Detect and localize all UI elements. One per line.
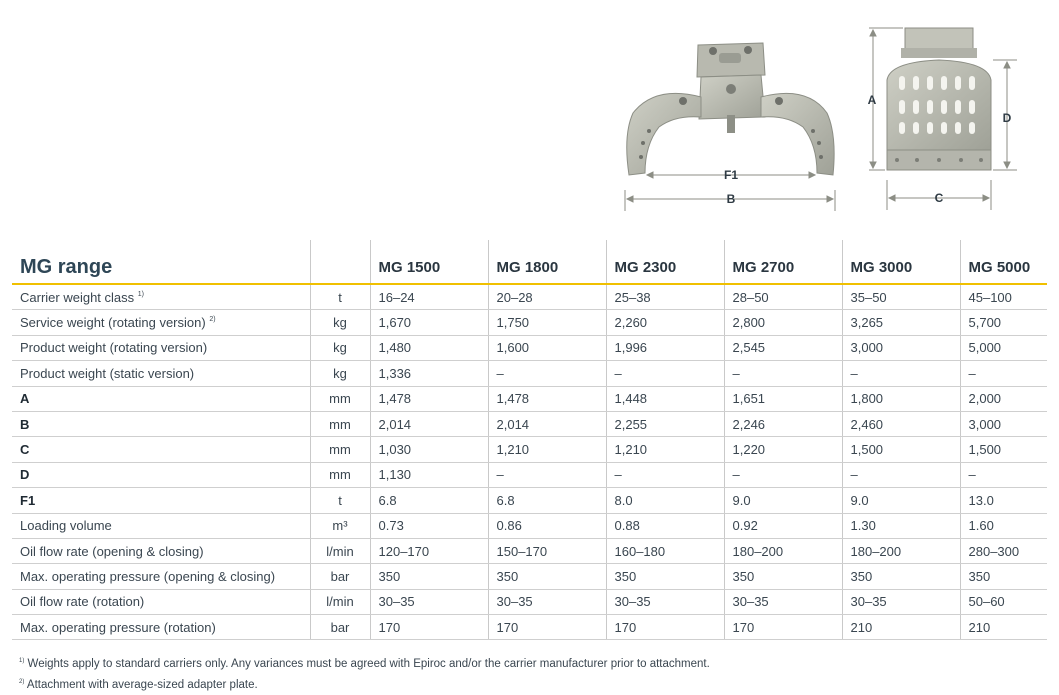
row-unit: mm [310, 437, 370, 462]
table-cell: – [488, 462, 606, 487]
table-cell: 8.0 [606, 488, 724, 513]
row-unit: t [310, 284, 370, 310]
table-row [12, 564, 1047, 589]
table-cell: 350 [488, 564, 606, 589]
table-cell: 180–200 [842, 538, 960, 563]
table-cell: 0.88 [606, 513, 724, 538]
table-header-row [12, 240, 1047, 284]
table-cell: 350 [606, 564, 724, 589]
table-cell: 350 [724, 564, 842, 589]
table-cell: 3,000 [842, 335, 960, 360]
table-cell: 170 [488, 615, 606, 640]
table-cell: 6.8 [370, 488, 488, 513]
row-unit: bar [310, 564, 370, 589]
model-header: MG 2700 [724, 240, 842, 284]
mg-range-spec-table [12, 240, 1047, 640]
table-cell: 28–50 [724, 284, 842, 310]
table-title: MG range [12, 240, 310, 284]
model-header: MG 5000 [960, 240, 1047, 284]
table-cell: 170 [724, 615, 842, 640]
table-cell: 0.92 [724, 513, 842, 538]
table-cell: 1.30 [842, 513, 960, 538]
table-cell: 1,030 [370, 437, 488, 462]
row-unit: kg [310, 310, 370, 335]
table-row [12, 513, 1047, 538]
table-cell: 1,500 [960, 437, 1047, 462]
table-cell: 35–50 [842, 284, 960, 310]
row-label: Service weight (rotating version) $^{2)}$ [12, 310, 310, 335]
table-cell: 180–200 [724, 538, 842, 563]
model-header: MG 1800 [488, 240, 606, 284]
table-cell: 1,448 [606, 386, 724, 411]
label-d: D [1002, 111, 1012, 125]
unit-header [310, 240, 370, 284]
table-cell: 350 [842, 564, 960, 589]
table-cell: 120–170 [370, 538, 488, 563]
label-b: B [726, 192, 736, 206]
row-label: Product weight (static version) [12, 361, 310, 386]
row-label: Product weight (rotating version) [12, 335, 310, 360]
row-unit: l/min [310, 589, 370, 614]
table-cell: 1,800 [842, 386, 960, 411]
table-cell: 30–35 [724, 589, 842, 614]
footnote-2: $^{2)}$ Attachment with average-sized adapter plate. [19, 679, 258, 691]
table-cell: 30–35 [842, 589, 960, 614]
row-unit: l/min [310, 538, 370, 563]
table-cell: 50–60 [960, 589, 1047, 614]
table-cell: 30–35 [606, 589, 724, 614]
table-cell: – [606, 361, 724, 386]
table-cell: 1,600 [488, 335, 606, 360]
row-unit: mm [310, 386, 370, 411]
row-unit: kg [310, 361, 370, 386]
row-label: C [12, 437, 310, 462]
table-row [12, 437, 1047, 462]
table-cell: 1,130 [370, 462, 488, 487]
table-cell: 280–300 [960, 538, 1047, 563]
row-label: B [12, 411, 310, 436]
grab-side-shape [887, 28, 991, 170]
table-cell: 160–180 [606, 538, 724, 563]
table-cell: 1,750 [488, 310, 606, 335]
row-unit: mm [310, 462, 370, 487]
table-cell: 1,210 [488, 437, 606, 462]
table-cell: 350 [960, 564, 1047, 589]
label-f1: F1 [723, 168, 739, 182]
table-cell: 30–35 [488, 589, 606, 614]
label-c: C [934, 191, 944, 205]
table-cell: 5,700 [960, 310, 1047, 335]
table-cell: 1,336 [370, 361, 488, 386]
row-label: Loading volume [12, 513, 310, 538]
table-cell: 45–100 [960, 284, 1047, 310]
grab-open-diagram [615, 35, 845, 215]
table-cell: 1,478 [488, 386, 606, 411]
table-cell: 2,014 [370, 411, 488, 436]
table-cell: 1,210 [606, 437, 724, 462]
table-cell: 2,000 [960, 386, 1047, 411]
row-unit: mm [310, 411, 370, 436]
table-row [12, 462, 1047, 487]
grab-side-diagram [855, 20, 1030, 215]
table-cell: 1,670 [370, 310, 488, 335]
table-cell: – [606, 462, 724, 487]
table-cell: 2,255 [606, 411, 724, 436]
table-row [12, 488, 1047, 513]
table-cell: 1,651 [724, 386, 842, 411]
table-cell: 30–35 [370, 589, 488, 614]
table-cell: 3,265 [842, 310, 960, 335]
row-unit: bar [310, 615, 370, 640]
label-a: A [867, 93, 877, 107]
table-cell: – [724, 361, 842, 386]
table-cell: 0.86 [488, 513, 606, 538]
table-cell: – [842, 462, 960, 487]
table-cell: 16–24 [370, 284, 488, 310]
footnote-ref: 2) [209, 316, 216, 324]
table-cell: 3,000 [960, 411, 1047, 436]
table-cell: – [488, 361, 606, 386]
table-cell: 1,996 [606, 335, 724, 360]
table-cell: 13.0 [960, 488, 1047, 513]
row-unit: t [310, 488, 370, 513]
row-label: Max. operating pressure (rotation) [12, 615, 310, 640]
table-cell: 5,000 [960, 335, 1047, 360]
table-cell: 1.60 [960, 513, 1047, 538]
table-row [12, 284, 1047, 310]
table-cell: 1,480 [370, 335, 488, 360]
row-label: Oil flow rate (opening & closing) [12, 538, 310, 563]
table-cell: 210 [960, 615, 1047, 640]
row-label: Max. operating pressure (opening & closing) [12, 564, 310, 589]
model-header: MG 3000 [842, 240, 960, 284]
table-cell: 9.0 [724, 488, 842, 513]
table-cell: – [960, 361, 1047, 386]
row-unit: m³ [310, 513, 370, 538]
row-label: A [12, 386, 310, 411]
row-label: F1 [12, 488, 310, 513]
table-cell: 1,478 [370, 386, 488, 411]
table-row [12, 538, 1047, 563]
table-cell: 0.73 [370, 513, 488, 538]
table-cell: 210 [842, 615, 960, 640]
footnotes [19, 652, 710, 694]
table-cell: 9.0 [842, 488, 960, 513]
table-cell: 2,260 [606, 310, 724, 335]
row-label: D [12, 462, 310, 487]
table-cell: 170 [370, 615, 488, 640]
table-cell: 1,220 [724, 437, 842, 462]
footnote-ref: 1) [137, 290, 145, 298]
table-row [12, 335, 1047, 360]
row-label: Oil flow rate (rotation) [12, 589, 310, 614]
table-cell: 20–28 [488, 284, 606, 310]
model-header: MG 1500 [370, 240, 488, 284]
table-cell: 2,460 [842, 411, 960, 436]
table-cell: – [960, 462, 1047, 487]
table-cell: 2,800 [724, 310, 842, 335]
table-cell: 2,246 [724, 411, 842, 436]
table-row [12, 589, 1047, 614]
model-header: MG 2300 [606, 240, 724, 284]
table-cell: 6.8 [488, 488, 606, 513]
footnote-1: $^{1)}$ Weights apply to standard carriers only. Any variances must be agreed with Epiroc and/or the carrier manufacturer prior to attachment. [19, 658, 710, 670]
table-cell: – [842, 361, 960, 386]
table-cell: 350 [370, 564, 488, 589]
table-row [12, 310, 1047, 335]
table-cell: 25–38 [606, 284, 724, 310]
table-row [12, 615, 1047, 640]
table-cell: 1,500 [842, 437, 960, 462]
table-row [12, 411, 1047, 436]
table-row [12, 361, 1047, 386]
table-row [12, 386, 1047, 411]
grab-body-shape [627, 43, 834, 175]
row-unit: kg [310, 335, 370, 360]
table-cell: 150–170 [488, 538, 606, 563]
row-label: Carrier weight class $^{1)}$ [12, 284, 310, 310]
table-cell: 2,014 [488, 411, 606, 436]
table-cell: – [724, 462, 842, 487]
table-cell: 170 [606, 615, 724, 640]
table-cell: 2,545 [724, 335, 842, 360]
